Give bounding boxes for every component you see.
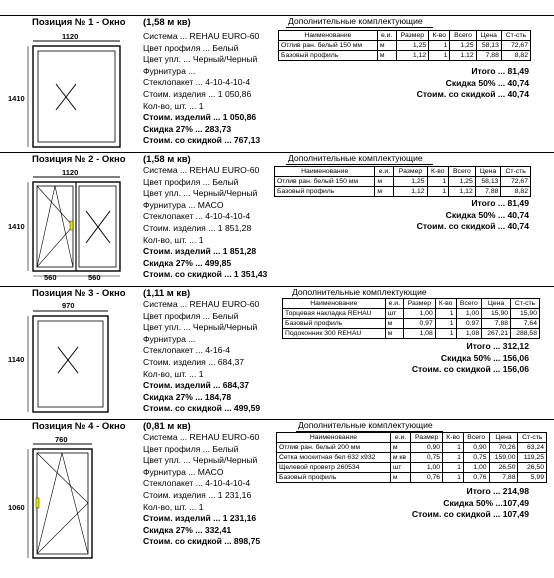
total-discounted: Стоим. со скидкой ... 40,74 xyxy=(416,89,529,100)
spec-profile-color: Цвет профиля ... Белый xyxy=(143,443,239,454)
cell-total: 0,75 xyxy=(463,453,489,463)
spec-glass: Стеклопакет ... 4-10-4-10-4 xyxy=(143,211,251,222)
cell-total: 0,90 xyxy=(463,443,489,453)
cell-price: 70,26 xyxy=(489,443,518,453)
cell-unit: м xyxy=(375,187,394,197)
col-total: Всего xyxy=(463,433,489,443)
position-area: (1,11 м кв) xyxy=(143,288,191,299)
col-unit: е.и. xyxy=(390,433,410,443)
cell-name: Сетка москитная бел 632 х932 xyxy=(277,453,391,463)
spec-items-cost: Стоим. изделий ... 1 050,86 xyxy=(143,112,257,123)
table-row xyxy=(275,187,531,197)
spec-hardware: Фурнитура ... xyxy=(143,333,196,344)
spec-seal-color: Цвет упл. ... Черный/Черный xyxy=(143,322,258,333)
extras-table xyxy=(276,432,547,483)
height-label: 1410 xyxy=(8,222,25,231)
cell-cost: 288,58 xyxy=(511,329,540,339)
extras-title: Дополнительные комплектующие xyxy=(298,420,433,430)
width-label: 970 xyxy=(62,301,75,310)
cell-cost: 7,64 xyxy=(511,319,540,329)
cell-size: 0,90 xyxy=(411,443,443,453)
spec-discounted-cost: Стоим. со скидкой ... 499,59 xyxy=(143,403,261,414)
cell-size: 0,97 xyxy=(403,319,435,329)
spec-item-cost: Стоим. изделия ... 1 851,28 xyxy=(143,222,252,233)
cell-unit: м xyxy=(377,41,396,51)
width-label: 1120 xyxy=(62,168,79,177)
spec-discount: Скидка 27% ... 332,41 xyxy=(143,524,232,535)
cell-cost: 26,50 xyxy=(518,463,547,473)
extras-title: Дополнительные комплектующие xyxy=(288,16,423,26)
col-name: Наименование xyxy=(277,433,391,443)
cell-total: 1,25 xyxy=(449,177,476,187)
spec-system: Система ... REHAU EURO-60 xyxy=(143,165,260,175)
table-row xyxy=(275,177,531,187)
spec-discount: Скидка 27% ... 499,85 xyxy=(143,257,232,268)
spec-item-cost: Стоим. изделия ... 684,37 xyxy=(143,356,245,367)
cell-price: 159,00 xyxy=(489,453,518,463)
cell-price: 26,50 xyxy=(489,463,518,473)
col-unit: е.и. xyxy=(385,299,403,309)
cell-name: Щелевой проветр 260534 xyxy=(277,463,391,473)
table-row xyxy=(277,443,547,453)
cell-qty: 1 xyxy=(435,309,456,319)
spec-discount: Скидка 27% ... 184,78 xyxy=(143,391,232,402)
spec-glass: Стеклопакет ... 4-10-4-10-4 xyxy=(143,77,251,88)
cell-qty: 1 xyxy=(443,443,464,453)
table-header xyxy=(275,167,531,177)
spec-discounted-cost: Стоим. со скидкой ... 767,13 xyxy=(143,135,261,146)
spec-item-cost: Стоим. изделия ... 1 231,16 xyxy=(143,489,252,500)
spec-glass: Стеклопакет ... 4-10-4-10-4 xyxy=(143,478,251,489)
col-unit: е.и. xyxy=(375,167,394,177)
spec-hardware: Фурнитура ... MACO xyxy=(143,466,224,477)
cell-qty: 1 xyxy=(443,463,464,473)
total-discount: Скидка 50% ... 40,74 xyxy=(445,209,529,220)
height-label: 1140 xyxy=(8,355,25,364)
col-name: Наименование xyxy=(275,167,375,177)
sub-width-right: 560 xyxy=(88,273,101,282)
cell-total: 1,00 xyxy=(463,463,489,473)
total-discounted: Стоим. со скидкой ... 107,49 xyxy=(411,509,529,520)
table-row xyxy=(283,309,540,319)
cell-cost: 63,24 xyxy=(518,443,547,453)
specs-list xyxy=(143,31,260,147)
total-discount: Скидка 50% ... 156,06 xyxy=(440,352,529,363)
height-label: 1410 xyxy=(8,94,25,103)
height-label: 1060 xyxy=(8,503,25,512)
table-header xyxy=(277,433,547,443)
table-row xyxy=(277,463,547,473)
cell-size: 1,12 xyxy=(394,187,427,197)
cell-qty: 1 xyxy=(443,453,464,463)
position-title: Позиция № 1 - Окно xyxy=(32,17,126,28)
cell-price: 58,13 xyxy=(476,41,501,51)
extras-title: Дополнительные комплектующие xyxy=(288,153,423,163)
specs-list xyxy=(143,165,267,281)
col-name: Наименование xyxy=(283,299,386,309)
cell-total: 0,76 xyxy=(463,473,489,483)
spec-profile-color: Цвет профиля ... Белый xyxy=(143,176,239,187)
cell-size: 1,25 xyxy=(396,41,429,51)
cell-unit: м xyxy=(385,319,403,329)
cell-unit: м xyxy=(385,329,403,339)
spec-glass: Стеклопакет ... 4-16-4 xyxy=(143,345,231,356)
col-cost: Ст-сть xyxy=(518,433,547,443)
col-qty: К-во xyxy=(435,299,456,309)
totals xyxy=(417,198,529,233)
cell-total: 0,97 xyxy=(456,319,482,329)
total-sum: Итого ... 81,49 xyxy=(471,198,529,208)
col-total: Всего xyxy=(450,31,476,41)
cell-unit: м xyxy=(377,51,396,61)
cell-name: Базовый профиль xyxy=(283,319,386,329)
position-4 xyxy=(0,419,554,578)
cell-size: 1,00 xyxy=(403,309,435,319)
spec-qty: Кол-во, шт. ... 1 xyxy=(143,100,204,111)
window-drawing xyxy=(0,420,140,578)
cell-name: Базовый профиль xyxy=(279,51,378,61)
spec-items-cost: Стоим. изделий ... 1 231,16 xyxy=(143,513,257,524)
extras-table xyxy=(282,298,540,339)
spec-seal-color: Цвет упл. ... Черный/Черный xyxy=(143,188,258,199)
table-row xyxy=(279,41,531,51)
col-price: Цена xyxy=(475,167,501,177)
col-size: Размер xyxy=(411,433,443,443)
cell-cost: 119,25 xyxy=(518,453,547,463)
col-price: Цена xyxy=(476,31,501,41)
table-row xyxy=(279,51,531,61)
spec-items-cost: Стоим. изделий ... 684,37 xyxy=(143,380,250,391)
spec-qty: Кол-во, шт. ... 1 xyxy=(143,501,204,512)
col-unit: е.и. xyxy=(377,31,396,41)
spec-discount: Скидка 27% ... 283,73 xyxy=(143,123,232,134)
cell-name: Подоконник 300 REHAU xyxy=(283,329,386,339)
cell-name: Отлив ран. белый 200 мм xyxy=(277,443,391,453)
col-price: Цена xyxy=(489,433,518,443)
col-qty: К-во xyxy=(427,167,449,177)
spec-hardware: Фурнитура ... MACO xyxy=(143,199,224,210)
table-row xyxy=(283,319,540,329)
spec-qty: Кол-во, шт. ... 1 xyxy=(143,368,204,379)
total-discount: Скидка 50% ... 40,74 xyxy=(445,77,529,88)
cell-qty: 1 xyxy=(429,51,450,61)
table-row xyxy=(277,453,547,463)
spec-seal-color: Цвет упл. ... Черный/Черный xyxy=(143,455,258,466)
cell-unit: м кв xyxy=(390,453,410,463)
cell-size: 0,76 xyxy=(411,473,443,483)
spec-profile-color: Цвет профиля ... Белый xyxy=(143,42,239,53)
col-qty: К-во xyxy=(429,31,450,41)
totals xyxy=(412,341,529,376)
table-header xyxy=(283,299,540,309)
position-title: Позиция № 4 - Окно xyxy=(32,421,126,432)
cell-unit: м xyxy=(390,473,410,483)
specs-list xyxy=(143,432,260,548)
table-row xyxy=(283,329,540,339)
col-cost: Ст-сть xyxy=(511,299,540,309)
cell-price: 267,21 xyxy=(482,329,511,339)
table-row xyxy=(277,473,547,483)
cell-price: 7,88 xyxy=(482,319,511,329)
cell-size: 1,08 xyxy=(403,329,435,339)
cell-cost: 15,90 xyxy=(511,309,540,319)
totals xyxy=(412,486,529,521)
cell-size: 1,25 xyxy=(394,177,427,187)
cell-total: 1,25 xyxy=(450,41,476,51)
col-total: Всего xyxy=(449,167,476,177)
specs-list xyxy=(143,299,260,415)
extras-title: Дополнительные комплектующие xyxy=(292,287,427,297)
position-3 xyxy=(0,286,554,415)
spec-qty: Кол-во, шт. ... 1 xyxy=(143,234,204,245)
col-size: Размер xyxy=(396,31,429,41)
col-cost: Ст-сть xyxy=(501,167,531,177)
cell-total: 1,08 xyxy=(456,329,482,339)
cell-price: 15,90 xyxy=(482,309,511,319)
cell-qty: 1 xyxy=(435,329,456,339)
width-label: 760 xyxy=(55,435,68,444)
cell-name: Базовый профиль xyxy=(277,473,391,483)
col-qty: К-во xyxy=(443,433,464,443)
cell-name: Торцевая накладка REHAU xyxy=(283,309,386,319)
cell-size: 1,00 xyxy=(411,463,443,473)
cell-size: 1,12 xyxy=(396,51,429,61)
position-area: (0,81 м кв) xyxy=(143,421,191,432)
extras-table xyxy=(274,166,531,197)
total-discount: Скидка 50% ...107,49 xyxy=(443,497,529,508)
cell-name: Базовый профиль xyxy=(275,187,375,197)
cell-cost: 8,82 xyxy=(501,187,531,197)
cell-cost: 72,67 xyxy=(501,41,530,51)
table-header xyxy=(279,31,531,41)
col-total: Всего xyxy=(456,299,482,309)
col-name: Наименование xyxy=(279,31,378,41)
extras-table xyxy=(278,30,531,61)
width-label: 1120 xyxy=(62,32,79,41)
cell-qty: 1 xyxy=(435,319,456,329)
spec-discounted-cost: Стоим. со скидкой ... 898,75 xyxy=(143,536,261,547)
cell-total: 1,00 xyxy=(456,309,482,319)
position-2 xyxy=(0,152,554,281)
total-discounted: Стоим. со скидкой ... 156,06 xyxy=(411,364,529,375)
spec-system: Система ... REHAU EURO-60 xyxy=(143,299,260,309)
spec-system: Система ... REHAU EURO-60 xyxy=(143,432,260,442)
cell-price: 7,88 xyxy=(489,473,518,483)
position-area: (1,58 м кв) xyxy=(143,154,191,165)
col-price: Цена xyxy=(482,299,511,309)
cell-cost: 72,67 xyxy=(501,177,531,187)
cell-unit: м xyxy=(390,443,410,453)
spec-profile-color: Цвет профиля ... Белый xyxy=(143,310,239,321)
cell-cost: 8,82 xyxy=(501,51,530,61)
col-size: Размер xyxy=(403,299,435,309)
total-sum: Итого ... 81,49 xyxy=(471,66,529,76)
cell-qty: 1 xyxy=(427,187,449,197)
cell-price: 7,88 xyxy=(476,51,501,61)
spec-discounted-cost: Стоим. со скидкой ... 1 351,43 xyxy=(143,269,268,280)
total-sum: Итого ... 312,12 xyxy=(466,341,529,351)
spec-items-cost: Стоим. изделий ... 1 851,28 xyxy=(143,246,257,257)
sub-width-left: 560 xyxy=(44,273,57,282)
position-title: Позиция № 3 - Окно xyxy=(32,288,126,299)
cell-unit: шт xyxy=(390,463,410,473)
col-cost: Ст-сть xyxy=(501,31,530,41)
spec-item-cost: Стоим. изделия ... 1 050,86 xyxy=(143,88,252,99)
cell-qty: 1 xyxy=(427,177,449,187)
total-discounted: Стоим. со скидкой ... 40,74 xyxy=(416,221,529,232)
cell-qty: 1 xyxy=(429,41,450,51)
cell-price: 58,13 xyxy=(475,177,501,187)
cell-price: 7,88 xyxy=(475,187,501,197)
cell-unit: м xyxy=(375,177,394,187)
position-1 xyxy=(0,15,554,149)
cell-total: 1,12 xyxy=(449,187,476,197)
spec-hardware: Фурнитура ... xyxy=(143,65,196,76)
cell-name: Отлив ран. белый 150 мм xyxy=(275,177,375,187)
cell-unit: шт xyxy=(385,309,403,319)
totals xyxy=(417,66,529,101)
position-area: (1,58 м кв) xyxy=(143,17,191,28)
spec-seal-color: Цвет упл. ... Черный/Черный xyxy=(143,54,258,65)
total-sum: Итого ... 214,98 xyxy=(466,486,529,496)
cell-size: 0,75 xyxy=(411,453,443,463)
col-size: Размер xyxy=(394,167,427,177)
cell-cost: 5,99 xyxy=(518,473,547,483)
cell-name: Отлив ран. белый 150 мм xyxy=(279,41,378,51)
cell-total: 1,12 xyxy=(450,51,476,61)
position-title: Позиция № 2 - Окно xyxy=(32,154,126,165)
spec-system: Система ... REHAU EURO-60 xyxy=(143,31,260,41)
cell-qty: 1 xyxy=(443,473,464,483)
